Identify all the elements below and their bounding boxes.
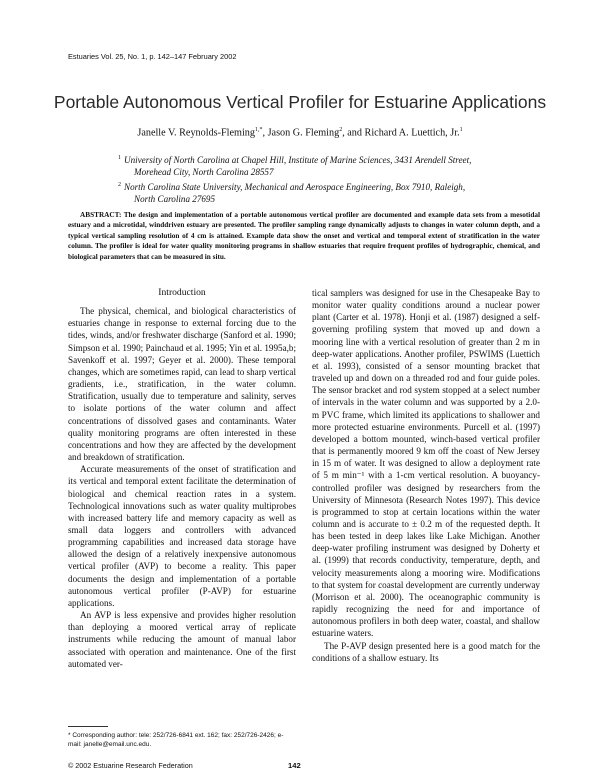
author-list: [0, 127, 600, 138]
copyright-notice: © 2002 Estuarine Research Federation: [68, 761, 193, 770]
left-column: [68, 287, 296, 670]
affiliation-1: [118, 152, 548, 179]
body-paragraph: The physical, chemical, and biological characteristics of estuaries change in response to external forcing due to the tides, winds, and/or freshwater discharge (Sanford et al. 1990; Simpson et al. 1990; Painchaud et al. 1995; Yin et al. 1995a,b; Savenkoff et al. 1997; Geyer et al. 2000). These temporal changes, which are sometimes rapid, can lead to sharp vertical gradients, i.e., stratification, in the water column. Stratification, usually due to temperature and salinity, serves to isolate portions of the water column and affect concentrations of dissolved gases and contaminants. Water quality monitoring programs are often interested in these concentrations and how they are affected by the development and breakdown of stratification.: [68, 306, 296, 463]
body-paragraph: An AVP is less expensive and provides higher resolution than deploying a moored vertical array of replicate instruments while reducing the amount of manual labor associated with operation and maintenance. One of the first automated ver-: [68, 610, 296, 669]
author-name: Richard A. Luettich, Jr.: [364, 127, 460, 139]
body-paragraph: The P-AVP design presented here is a good match for the conditions of a shallow estuary. Its: [312, 640, 540, 663]
footnote-text: * Corresponding author: tele: 252/726-6841 ext. 162; fax: 252/726-2426; e-mail: janelle@email.unc.edu.: [68, 732, 284, 748]
author-separator: , and: [342, 127, 365, 139]
affiliation-line: University of North Carolina at Chapel Hill, Institute of Marine Sciences, 3431 Arendell Street,: [124, 155, 472, 166]
corresponding-author-footnote: [68, 732, 296, 749]
affiliation-line: Morehead City, North Carolina 28557: [134, 167, 274, 178]
journal-citation: Estuaries Vol. 25, No. 1, p. 142–147 February 2002: [68, 52, 237, 61]
affiliation-2: [118, 179, 548, 206]
affiliation-line: North Carolina 27695: [134, 194, 216, 205]
page-number: 142: [288, 761, 301, 770]
paper-title: Portable Autonomous Vertical Profiler for Estuarine Applications: [53, 92, 547, 112]
author-affiliation-mark: 1: [459, 127, 463, 133]
body-paragraph: tical samplers was designed for use in the Chesapeake Bay to monitor water quality conditions around a nuclear power plant (Carter et al. 1978). Honji et al. (1987) designed a self-governing profiling system that moved up and down a mooring line with a vertical resolution of greater than 2 m in deep-water applications. Another profiler, PSWIMS (Luettich et al. 1993), consisted of a sensor mounting bracket that traveled up and down on a threaded rod and four guide poles. The sensor bracket and rod system stopped at a select number of intervals in the water column and was supported by a 2.0-m PVC frame, which limited its applications to shallower and more protected estuarine environments. Purcell et al. (1997) developed a bottom mounted, winch-based vertical profiler that is permanently moored 9 km off the coast of New Jersey in 15 m of water. It was designed to allow a deployment rate of 5 m min⁻¹ with a 1-cm vertical resolution. A buoyancy-controlled profiler was designed by researchers from the University of Minnesota (Research Notes 1997). This device is programmed to stop at certain locations within the water column and is accurate to ± 0.2 m of the requested depth. It has been tested in deep lakes like Lake Michigan. Another deep-water profiling instrument was designed by Doherty et al. (1999) that records conductivity, temperature, depth, and velocity measurements along a mooring wire. Modifications to that system for coastal development are currently underway (Morrison et al. 2000). The oceanographic community is rapidly recognizing the need for and importance of autonomous profilers in both deep water, coastal, and shallow estuarine waters.: [312, 288, 540, 639]
author-name: Jason G. Fleming: [267, 127, 340, 139]
section-heading-introduction: Introduction: [158, 287, 206, 298]
footnote-rule: [68, 726, 108, 727]
body-paragraph: Accurate measurements of the onset of stratification and its vertical and temporal extent facilitate the determination of biological and chemical reaction rates in a system. Technological innovations such as water quality multiprobes with increased battery life and memory capacity as well as small data loggers and controllers with advanced programming capabilities and increased data storage have allowed the design of a relatively inexpensive autonomous vertical profiler (AVP) to become a reality. This paper documents the design and implementation of a portable autonomous vertical profiler (P-AVP) for estuarine applications.: [68, 464, 296, 608]
right-column: [312, 287, 540, 664]
author-affiliation-mark: 1,*: [254, 127, 263, 133]
author-affiliation-mark: 2: [339, 127, 343, 133]
affiliation-mark: 1: [118, 155, 121, 161]
author-separator: ,: [262, 127, 268, 139]
abstract: ABSTRACT: The design and implementation of a portable autonomous vertical profiler are documented and example data sets from a mesotidal estuary and a microtidal, winddriven estuary are presented. The profiler sampling range dynamically adjusts to changes in water column depth, and a typical vertical sampling resolution of 4 cm is attained. Example data show the onset and vertical and temporal extent of stratification in the water column. The profiler is ideal for water quality monitoring programs in shallow estuaries that require frequent profiles of hydrographic, chemical, and biological parameters that can be measured in situ.: [68, 211, 540, 261]
affiliation-mark: 2: [118, 182, 121, 188]
author-name: Janelle V. Reynolds-Fleming: [137, 127, 255, 139]
affiliation-line: North Carolina State University, Mechanical and Aerospace Engineering, Box 7910, Raleigh,: [124, 182, 466, 193]
